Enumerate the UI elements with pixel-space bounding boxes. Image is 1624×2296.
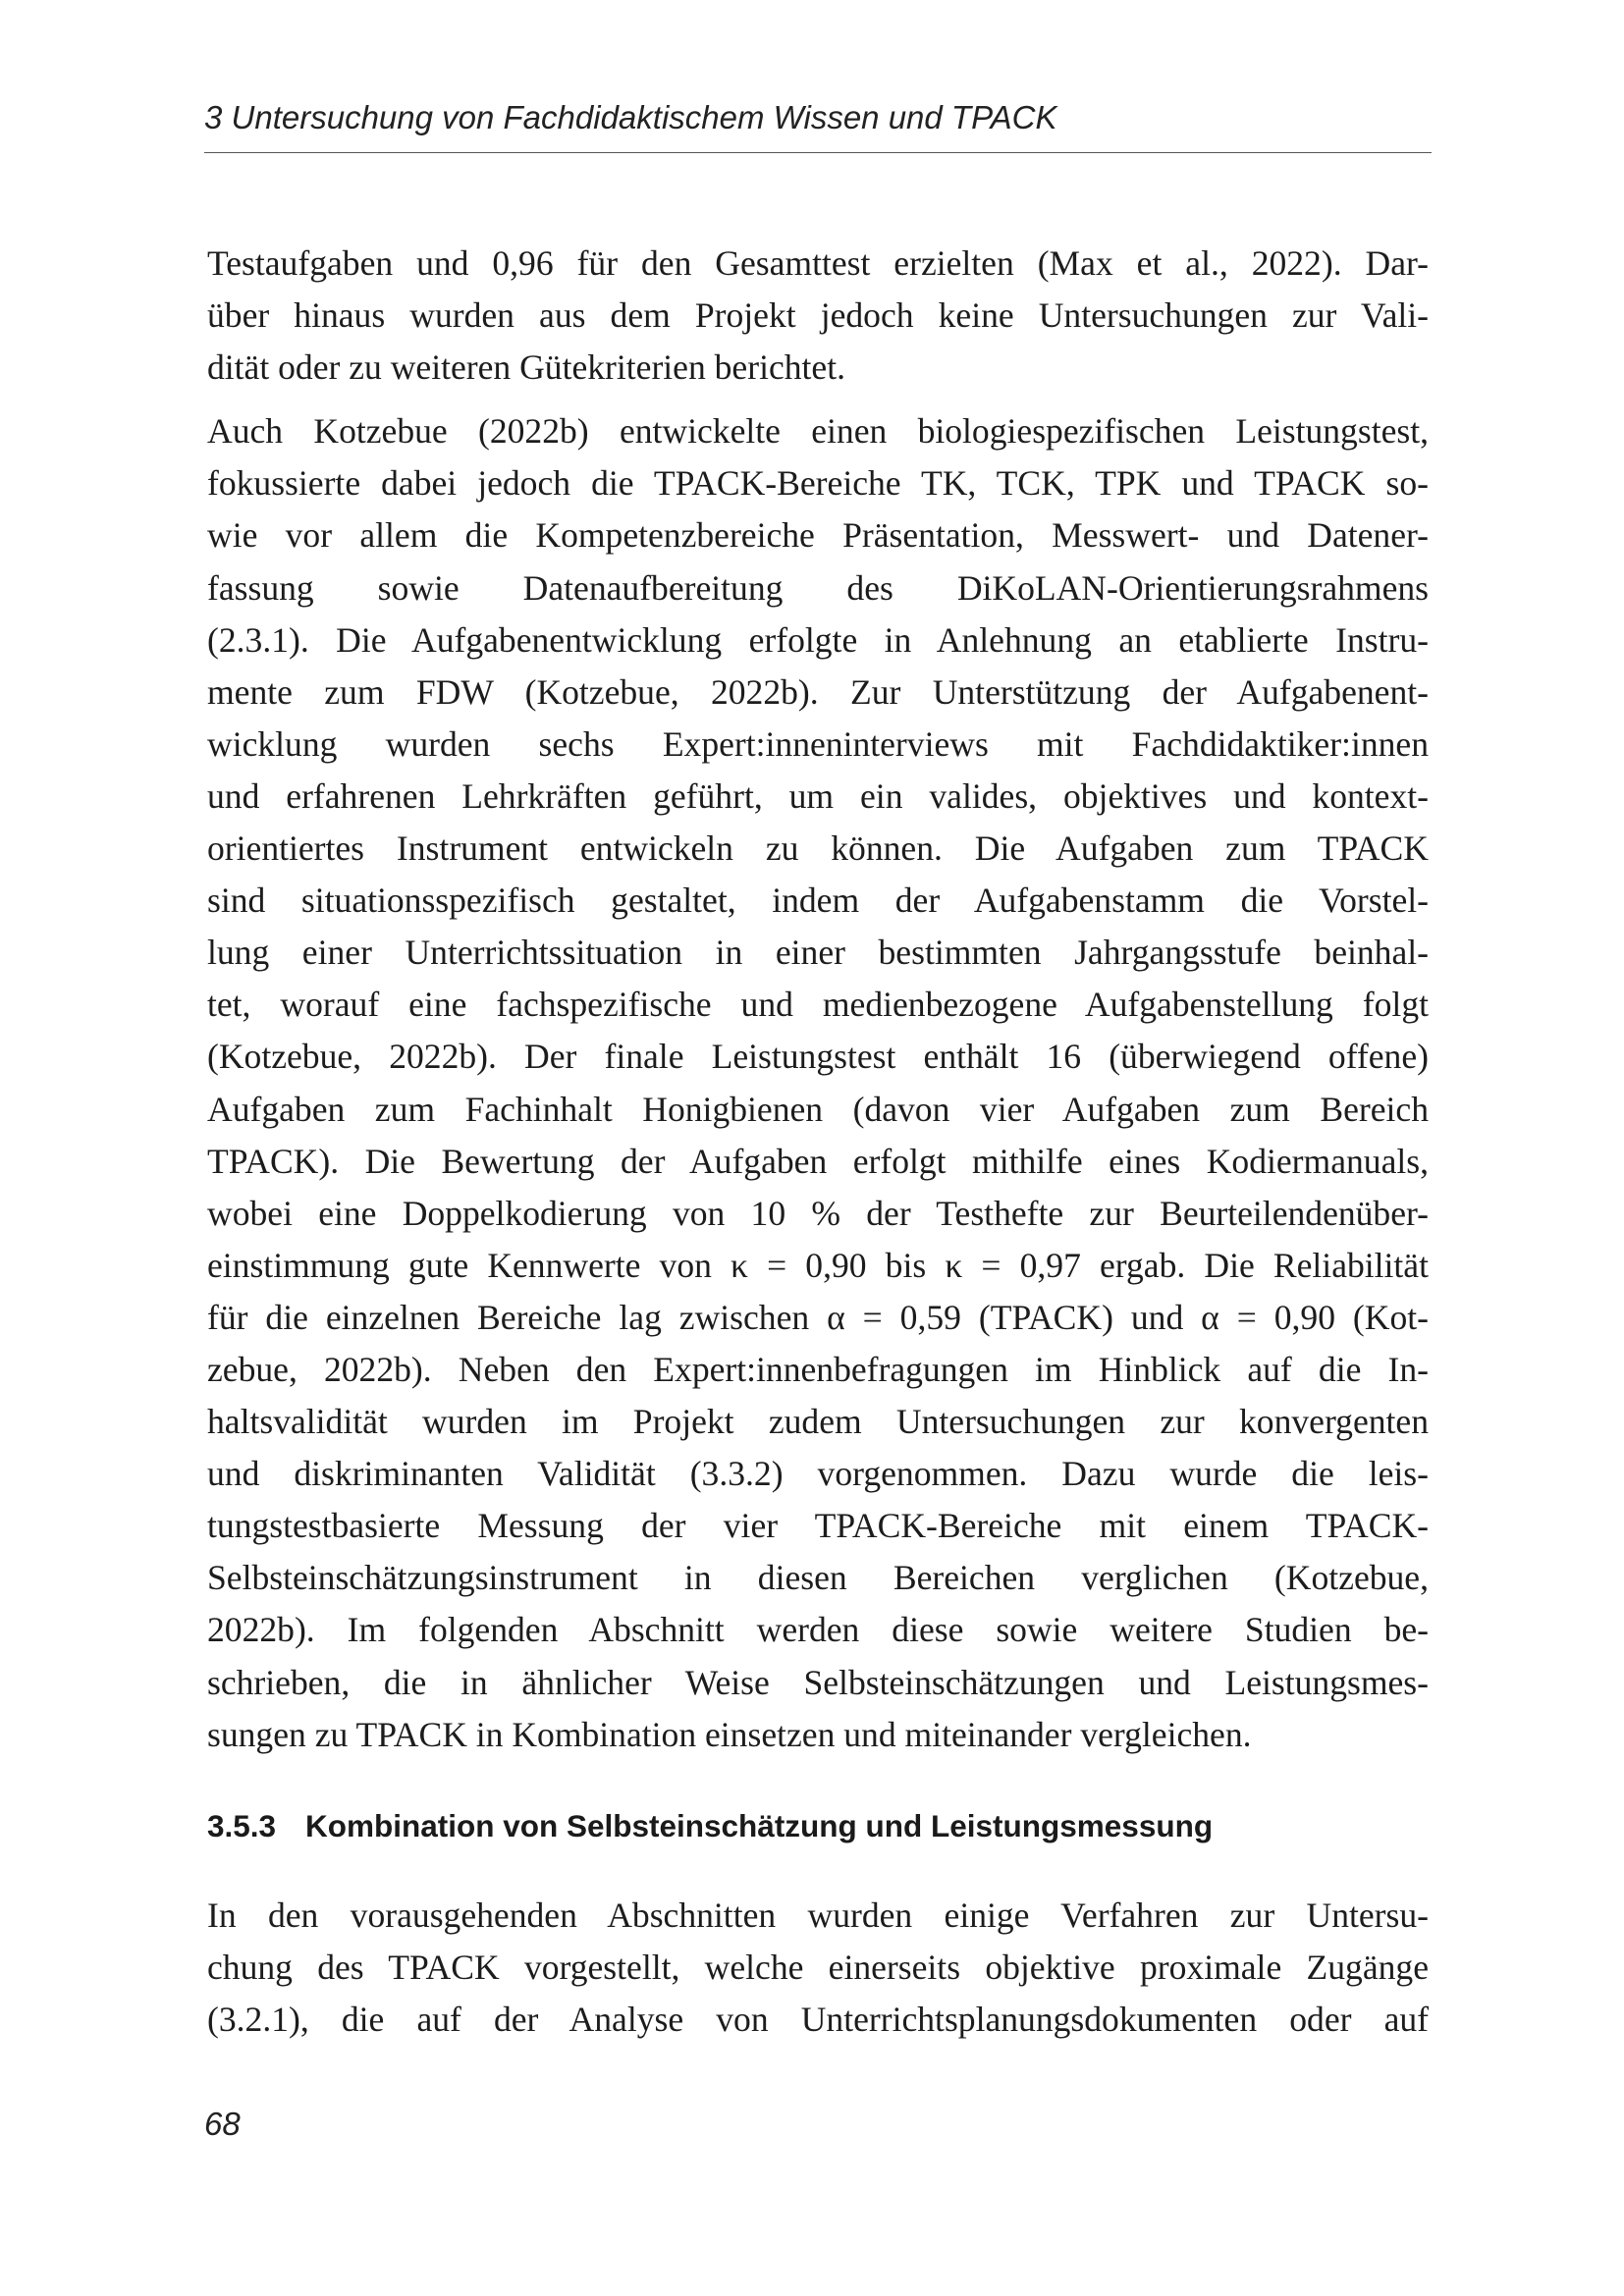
text-line: TPACK). Die Bewertung der Aufgaben erfolgt mithilfe eines Kodiermanuals, bbox=[207, 1141, 1429, 1181]
text-line: (2.3.1). Die Aufgabenentwicklung erfolgte in Anlehnung an etablierte Instru- bbox=[207, 619, 1429, 660]
text-line: In den vorausgehenden Abschnitten wurden einige Verfahren zur Untersu- bbox=[207, 1896, 1429, 1935]
paragraph-2 bbox=[207, 405, 1429, 1760]
text-line: fassung sowie Datenaufbereitung des DiKoLAN-Orientierungsrahmens bbox=[207, 567, 1429, 608]
text-line: wie vor allem die Kompetenzbereiche Präsentation, Messwert- und Datener- bbox=[207, 515, 1429, 556]
text-line: 2022b). Im folgenden Abschnitt werden diese sowie weitere Studien be- bbox=[207, 1610, 1429, 1650]
text-line: schrieben, die in ähnlicher Weise Selbsteinschätzungen und Leistungsmes- bbox=[207, 1662, 1429, 1702]
page-number: 68 bbox=[204, 2106, 241, 2142]
text-line: lung einer Unterrichtssituation in einer bestimmten Jahrgangsstufe beinhal- bbox=[207, 933, 1429, 973]
text-line: tungstestbasierte Messung der vier TPACK-Bereiche mit einem TPACK- bbox=[207, 1506, 1429, 1546]
running-header: 3 Untersuchung von Fachdidaktischem Wissen und TPACK bbox=[204, 99, 1057, 135]
body-text-block bbox=[207, 238, 1429, 1761]
text-line: chung des TPACK vorgestellt, welche einerseits objektive proximale Zugänge bbox=[207, 1948, 1429, 1988]
section-number: 3.5.3 bbox=[207, 1808, 277, 1843]
text-line: tet, worauf eine fachspezifische und medienbezogene Aufgabenstellung folgt bbox=[207, 985, 1429, 1025]
header-rule bbox=[204, 152, 1432, 153]
text-line: zebue, 2022b). Neben den Expert:innenbefragungen im Hinblick auf die In- bbox=[207, 1349, 1429, 1389]
text-line: fokussierte dabei jedoch die TPACK-Bereiche TK, TCK, TPK und TPACK so- bbox=[207, 463, 1429, 504]
text-line: orientiertes Instrument entwickeln zu können. Die Aufgaben zum TPACK bbox=[207, 828, 1429, 869]
text-line: und erfahrenen Lehrkräften geführt, um ein valides, objektives und kontext- bbox=[207, 775, 1429, 816]
text-line: Selbsteinschätzungsinstrument in diesen Bereichen verglichen (Kotzebue, bbox=[207, 1558, 1429, 1598]
text-line: und diskriminanten Validität (3.3.2) vorgenommen. Dazu wurde die leis- bbox=[207, 1454, 1429, 1494]
body-text-block-2 bbox=[207, 1890, 1429, 2046]
section-heading bbox=[207, 1804, 1213, 1847]
text-line: Auch Kotzebue (2022b) entwickelte einen biologiespezifischen Leistungstest, bbox=[207, 411, 1429, 452]
text-line: dität oder zu weiteren Gütekriterien berichtet. bbox=[207, 347, 845, 388]
text-line: Aufgaben zum Fachinhalt Honigbienen (davon vier Aufgaben zum Bereich bbox=[207, 1089, 1429, 1129]
text-line: haltsvalidität wurden im Projekt zudem Untersuchungen zur konvergenten bbox=[207, 1402, 1429, 1442]
text-line: Testaufgaben und 0,96 für den Gesamttest erzielten (Max et al., 2022). Dar- bbox=[207, 243, 1429, 283]
text-line: für die einzelnen Bereiche lag zwischen α = 0,59 (TPACK) und α = 0,90 (Kot- bbox=[207, 1297, 1429, 1337]
paragraph-3 bbox=[207, 1890, 1429, 2046]
text-line: (Kotzebue, 2022b). Der finale Leistungstest enthält 16 (überwiegend offene) bbox=[207, 1037, 1429, 1077]
paragraph-1 bbox=[207, 238, 1429, 394]
text-line: sungen zu TPACK in Kombination einsetzen und miteinander vergleichen. bbox=[207, 1714, 1252, 1754]
text-line: (3.2.1), die auf der Analyse von Unterrichtsplanungsdokumenten oder auf bbox=[207, 2000, 1429, 2040]
text-line: über hinaus wurden aus dem Projekt jedoch keine Untersuchungen zur Vali- bbox=[207, 295, 1429, 336]
text-line: mente zum FDW (Kotzebue, 2022b). Zur Unterstützung der Aufgabenent- bbox=[207, 671, 1429, 712]
text-line: wobei eine Doppelkodierung von 10 % der Testhefte zur Beurteilendenüber- bbox=[207, 1193, 1429, 1233]
text-line: einstimmung gute Kennwerte von κ = 0,90 bis κ = 0,97 ergab. Die Reliabilität bbox=[207, 1245, 1429, 1285]
section-title: Kombination von Selbsteinschätzung und Leistungsmessung bbox=[305, 1808, 1214, 1843]
text-line: wicklung wurden sechs Expert:inneninterviews mit Fachdidaktiker:innen bbox=[207, 723, 1429, 764]
text-line: sind situationsspezifisch gestaltet, indem der Aufgabenstamm die Vorstel- bbox=[207, 881, 1429, 921]
